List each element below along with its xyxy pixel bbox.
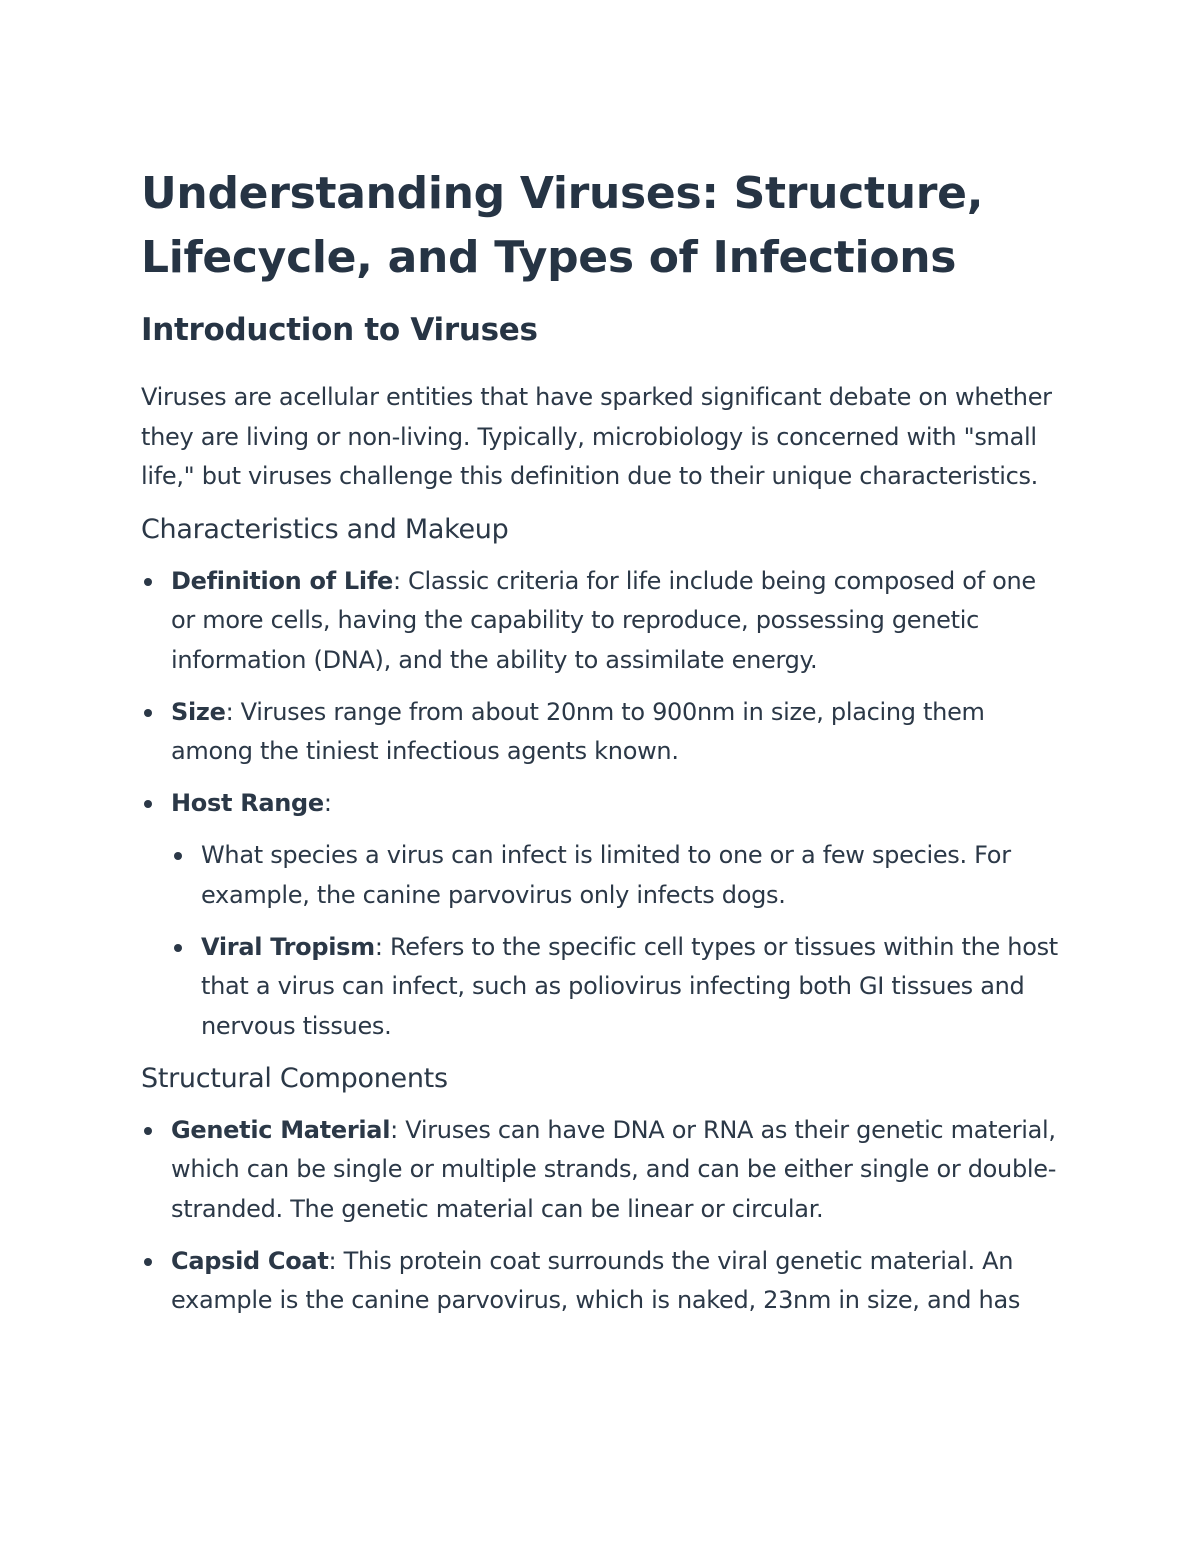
characteristics-heading: Characteristics and Makeup xyxy=(141,513,509,545)
item-text: : This protein coat surrounds the viral genetic material. An example is the canine parvovirus, which is naked, 23nm in size, and has xyxy=(171,1246,1021,1314)
item-label: Capsid Coat xyxy=(171,1246,329,1275)
sublist-item-species xyxy=(171,836,1061,915)
item-label: Definition of Life xyxy=(171,566,393,595)
bullet-icon xyxy=(144,709,152,717)
item-label: Viral Tropism xyxy=(201,932,375,961)
intro-paragraph: Viruses are acellular entities that have sparked significant debate on whether they are living or non-living. Typically, microbiology is concerned with "small life," but viruses challenge this definition due to their unique characteristics. xyxy=(141,383,1052,490)
host-range-sublist xyxy=(171,836,1061,1046)
document-title: Understanding Viruses: Structure, Lifecycle, and Types of Infections xyxy=(141,168,984,283)
item-text: : Viruses can have DNA or RNA as their genetic material, which can be single or multiple strands, and can be either single or double-stranded. The genetic material can be linear or circular. xyxy=(171,1115,1057,1223)
intro-heading: Introduction to Viruses xyxy=(141,312,538,348)
item-label: Size xyxy=(171,697,226,726)
sublist-item-viral-tropism xyxy=(171,928,1061,1047)
item-label: Host Range xyxy=(171,789,324,817)
list-item-capsid-coat xyxy=(141,1242,1061,1321)
bullet-icon xyxy=(144,1127,152,1135)
item-label: Genetic Material xyxy=(171,1115,391,1144)
item-text: : Refers to the specific cell types or tissues within the host that a virus can infect, such as poliovirus infecting both GI tissues and nervous tissues. xyxy=(201,932,1058,1040)
list-item-host-range xyxy=(141,784,1061,1046)
bullet-icon xyxy=(174,852,182,860)
item-text: : Classic criteria for life include being composed of one or more cells, having the capability to reproduce, possessing genetic information (DNA), and the ability to assimilate energy. xyxy=(171,566,1036,674)
characteristics-list xyxy=(141,562,1061,1047)
item-text: What species a virus can infect is limited to one or a few species. For example, the canine parvovirus only infects dogs. xyxy=(201,841,1011,909)
structure-heading: Structural Components xyxy=(141,1062,448,1094)
list-item-definition-of-life xyxy=(141,562,1061,681)
bullet-icon xyxy=(174,944,182,952)
item-text: : Viruses range from about 20nm to 900nm in size, placing them among the tiniest infectious agents known. xyxy=(171,697,985,765)
bullet-icon xyxy=(144,578,152,586)
bullet-icon xyxy=(144,800,152,808)
item-text: : xyxy=(323,789,332,817)
list-item-genetic-material xyxy=(141,1111,1061,1230)
structure-list xyxy=(141,1111,1061,1321)
list-item-size xyxy=(141,693,1061,772)
bullet-icon xyxy=(144,1258,152,1266)
document-page xyxy=(141,162,1061,1333)
